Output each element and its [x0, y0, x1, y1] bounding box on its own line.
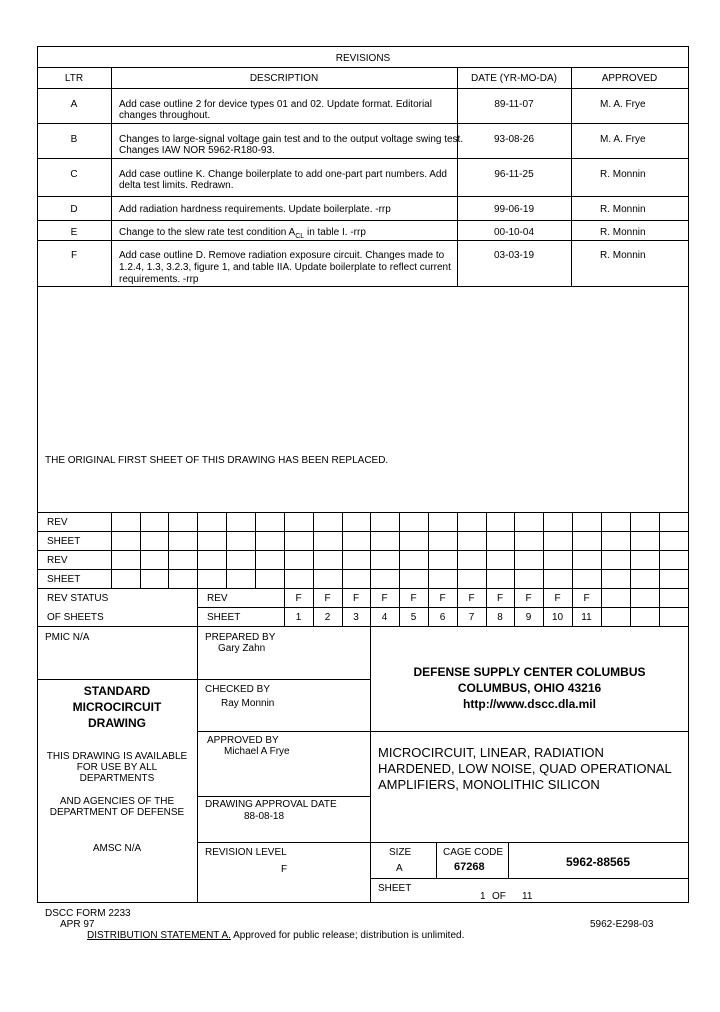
approval-date-label: DRAWING APPROVAL DATE	[205, 799, 337, 810]
col-date: DATE (YR-MO-DA)	[471, 73, 557, 84]
sheet-cell: 10	[551, 612, 564, 623]
rev-cell: F	[468, 593, 475, 604]
rev-date: 93-08-26	[493, 134, 535, 145]
rev-approved: M. A. Frye	[600, 99, 646, 110]
rev-approved: R. Monnin	[600, 169, 646, 180]
approved-by-label: APPROVED BY	[207, 735, 279, 746]
sheet-cell: 6	[439, 612, 446, 623]
replaced-note: THE ORIGINAL FIRST SHEET OF THIS DRAWING HAS BEEN REPLACED.	[45, 455, 389, 466]
rev-ltr: E	[70, 227, 78, 238]
rev-label: REV	[47, 517, 68, 528]
size-label: SIZE	[389, 847, 412, 858]
rev-ltr: C	[70, 169, 78, 180]
revision-level-value: F	[281, 864, 288, 875]
sheet-cell: 7	[468, 612, 475, 623]
approved-by-name: Michael A Frye	[224, 746, 290, 757]
rev-desc: Changes to large-signal voltage gain test and to the output voltage swing test.	[119, 134, 464, 145]
rev-ltr: F	[70, 250, 78, 261]
sheet-label: SHEET	[47, 574, 81, 585]
rev-desc: Add case outline K. Change boilerplate to add one-part part numbers. Add	[119, 169, 447, 180]
sheet-cell: 3	[353, 612, 359, 623]
sheet-label: SHEET	[207, 612, 241, 623]
rev-desc: Add radiation hardness requirements. Update boilerplate. -rrp	[119, 204, 391, 215]
rev-ltr: B	[70, 134, 78, 145]
sheet-cell: 8	[497, 612, 503, 623]
of-sheets-label: OF SHEETS	[47, 612, 104, 623]
rev-desc: Add case outline 2 for device types 01 and 02. Update format. Editorial	[119, 99, 432, 110]
approval-date-value: 88-08-18	[244, 811, 285, 822]
amsc: AMSC N/A	[92, 843, 142, 854]
rev-approved: R. Monnin	[600, 250, 646, 261]
rev-approved: R. Monnin	[600, 204, 646, 215]
sheet-cell: 11	[581, 612, 592, 623]
sheet-cell: 9	[525, 612, 532, 623]
sheet-label: SHEET	[47, 536, 81, 547]
rev-desc: 1.2.4, 1.3, 3.2.3, figure 1, and table IIA. Update boilerplate to reflect current	[119, 262, 451, 273]
col-ltr: LTR	[64, 73, 84, 84]
rev-cell: F	[583, 593, 590, 604]
rev-date: 03-03-19	[493, 250, 535, 261]
drawing-number: 5962-88565	[565, 855, 631, 869]
rev-approved: M. A. Frye	[600, 134, 646, 145]
sheet-info-label: SHEET	[378, 883, 412, 894]
sheet-cell: 2	[324, 612, 331, 623]
rev-cell: F	[295, 593, 302, 604]
form-date: APR 97	[60, 919, 95, 930]
sheet-total: 11	[522, 891, 533, 902]
rev-cell: F	[496, 593, 504, 604]
rev-desc: delta test limits. Redrawn.	[119, 180, 234, 191]
cage-code-value: 67268	[454, 861, 485, 873]
rev-label: REV	[47, 555, 68, 566]
col-approved: APPROVED	[601, 73, 658, 84]
rev-cell: F	[410, 593, 417, 604]
prepared-by-name: Gary Zahn	[218, 643, 266, 654]
size-value: A	[396, 863, 403, 874]
rev-date: 96-11-25	[494, 169, 534, 180]
rev-desc: Add case outline D. Remove radiation exposure circuit. Changes made to	[119, 250, 445, 261]
distribution-statement: DISTRIBUTION STATEMENT A. Approved for public release; distribution is unlimited.	[87, 930, 465, 941]
prepared-by-label: PREPARED BY	[205, 632, 276, 643]
cage-code-label: CAGE CODE	[443, 847, 504, 858]
rev-date: 99-06-19	[493, 204, 535, 215]
rev-approved: R. Monnin	[600, 227, 646, 238]
checked-by-label: CHECKED BY	[205, 684, 271, 695]
checked-by-name: Ray Monnin	[221, 698, 275, 709]
rev-ltr: A	[70, 99, 78, 110]
rev-label: REV	[207, 593, 228, 604]
sheet-of: OF	[492, 891, 506, 902]
form-number: DSCC FORM 2233	[45, 908, 131, 919]
sheet-cell: 4	[381, 612, 388, 623]
rev-desc: Changes IAW NOR 5962-R180-93.	[119, 145, 275, 156]
rev-cell: F	[381, 593, 388, 604]
document-code: 5962-E298-03	[590, 919, 654, 930]
rev-status-label: REV STATUS	[47, 593, 109, 604]
revisions-header: REVISIONS	[335, 53, 391, 64]
pmic: PMIC N/A	[45, 632, 90, 643]
rev-cell: F	[554, 593, 561, 604]
rev-cell: F	[439, 593, 446, 604]
sheet-number: 1	[480, 891, 486, 902]
col-description: DESCRIPTION	[249, 73, 319, 84]
rev-cell: F	[525, 593, 532, 604]
revision-level-label: REVISION LEVEL	[205, 847, 287, 858]
rev-cell: F	[352, 593, 360, 604]
rev-date: 89-11-07	[494, 99, 534, 110]
sheet-cell: 1	[295, 612, 302, 623]
rev-date: 00-10-04	[493, 227, 535, 238]
sheet-cell: 5	[410, 612, 417, 623]
rev-cell: F	[324, 593, 331, 604]
rev-desc: changes throughout.	[119, 110, 211, 121]
rev-ltr: D	[70, 204, 78, 215]
rev-desc: Change to the slew rate test condition $A_{CL}$ in table I. -rrp	[119, 227, 366, 240]
rev-desc: requirements. -rrp	[119, 274, 199, 285]
